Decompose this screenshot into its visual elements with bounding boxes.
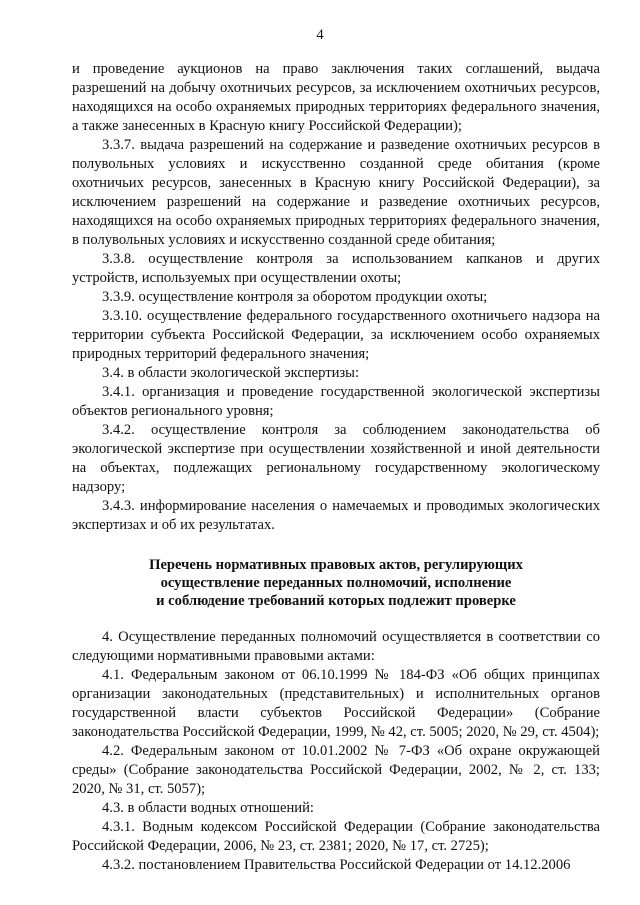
- paragraph-3-3-8: 3.3.8. осуществление контроля за использованием капканов и других устройств, используемых при осуществлении охоты;: [72, 251, 600, 286]
- page-number: 4: [316, 27, 324, 43]
- document-body: [72, 60, 600, 875]
- paragraph-3-4: 3.4. в области экологической экспертизы:: [102, 365, 360, 381]
- paragraph-3-4-3: 3.4.3. информирование населения о намечаемых и проводимых экологических экспертизах и об их результатах.: [72, 498, 600, 533]
- paragraph-3-3-9: 3.3.9. осуществление контроля за оборотом продукции охоты;: [102, 289, 488, 305]
- paragraph-4-3-2: 4.3.2. постановлением Правительства Российской Федерации от 14.12.2006: [102, 857, 571, 873]
- paragraph-3-3-7: 3.3.7. выдача разрешений на содержание и разведение охотничьих ресурсов в полувольных условиях и искусственно созданной среде обитания (кроме охотничьих ресурсов, занесенных в Красную книгу Российской Федерации), за исключением разрешений на содержание и разведение охотничьих ресурсов, находящихся на особо охраняемых природных территориях федерального значения, в полувольных условиях и искусственно созданной среде обитания;: [72, 137, 600, 248]
- heading-line-3: и соблюдение требований которых подлежит проверке: [156, 593, 516, 609]
- paragraph-4-1: 4.1. Федеральным законом от 06.10.1999 № 184-ФЗ «Об общих принципах организации законодательных (представительных) и исполнительных органов государственной власти субъектов Российской Федерации» (Собрание законодательства Российской Федерации, 1999, № 42, ст. 5005; 2020, № 29, ст. 4504);: [72, 667, 600, 740]
- paragraph-continuation: и проведение аукционов на право заключения таких соглашений, выдача разрешений на добычу охотничьих ресурсов, за исключением охотничьих ресурсов, находящихся на особо охраняемых природных территориях федерального значения, а также занесенных в Красную книгу Российской Федерации);: [72, 61, 600, 134]
- section-heading: [72, 556, 600, 610]
- paragraph-3-4-1: 3.4.1. организация и проведение государственной экологической экспертизы объектов регионального уровня;: [72, 384, 600, 419]
- paragraph-4-3-1: 4.3.1. Водным кодексом Российской Федерации (Собрание законодательства Российской Федерации, 2006, № 23, ст. 2381; 2020, № 17, ст. 2725);: [72, 819, 600, 854]
- paragraph-3-4-2: 3.4.2. осуществление контроля за соблюдением законодательства об экологической экспертизе при осуществлении хозяйственной и иной деятельности на объектах, подлежащих региональному государственному экологическому надзору;: [72, 422, 600, 495]
- paragraph-4: 4. Осуществление переданных полномочий осуществляется в соответствии со следующими нормативными правовыми актами:: [72, 629, 600, 664]
- heading-line-1: Перечень нормативных правовых актов, регулирующих: [149, 557, 523, 573]
- paragraph-4-3: 4.3. в области водных отношений:: [102, 800, 314, 816]
- paragraph-4-2: 4.2. Федеральным законом от 10.01.2002 № 7-ФЗ «Об охране окружающей среды» (Собрание законодательства Российской Федерации, 2002, № 2, ст. 133; 2020, № 31, ст. 5057);: [72, 743, 600, 797]
- paragraph-3-3-10: 3.3.10. осуществление федерального государственного охотничьего надзора на территории субъекта Российской Федерации, за исключением особо охраняемых природных территорий федерального значения;: [72, 308, 600, 362]
- heading-line-2: осуществление переданных полномочий, исполнение: [160, 575, 512, 591]
